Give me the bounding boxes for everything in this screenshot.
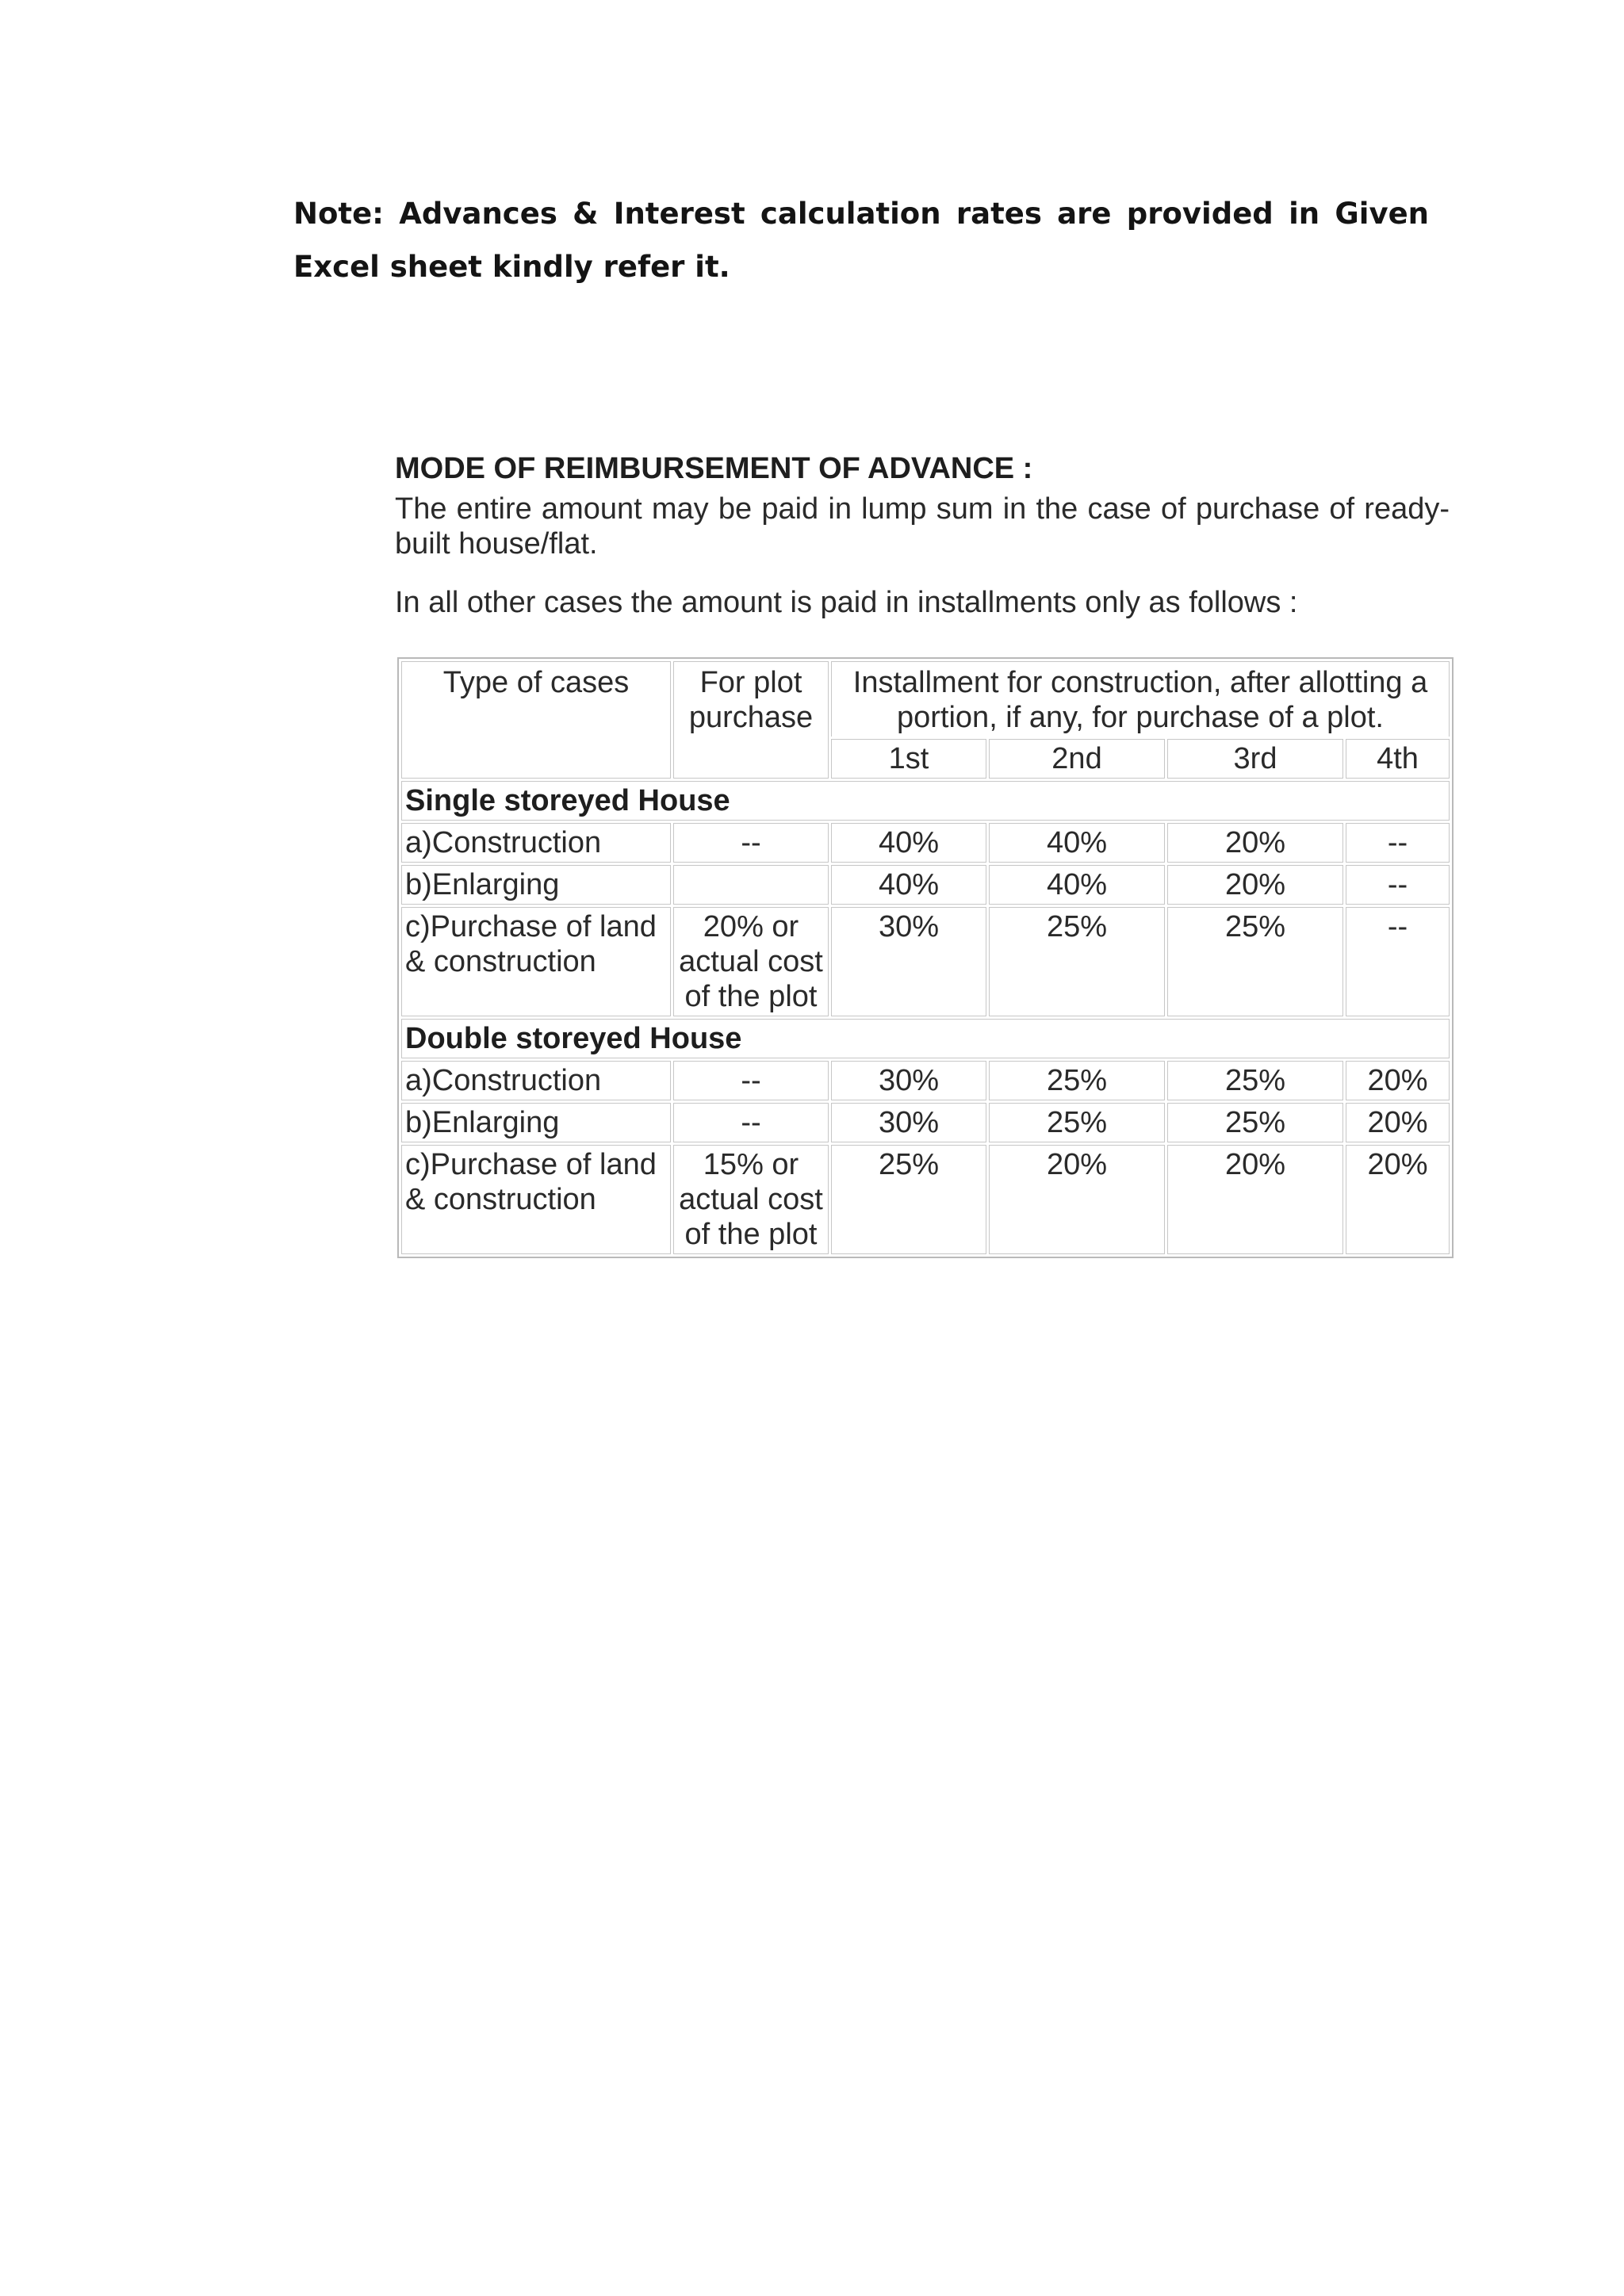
installment-cell: 25% xyxy=(1167,1103,1343,1142)
section-heading: MODE OF REIMBURSEMENT OF ADVANCE : xyxy=(395,452,1033,485)
plot-cell: -- xyxy=(673,1061,829,1100)
note-text: Note: Advances & Interest calculation rates are provided in Given Excel sheet kindly refer it. xyxy=(293,197,1429,284)
installment-cell: -- xyxy=(1346,865,1450,905)
installment-cell: 20% xyxy=(1346,1103,1450,1142)
table-row xyxy=(401,823,1450,863)
header-installment-4th: 4th xyxy=(1346,739,1450,779)
case-cell: c)Purchase of land & construction xyxy=(401,907,671,1016)
plot-cell: 15% or actual cost of the plot xyxy=(673,1145,829,1254)
reimbursement-section xyxy=(395,450,1450,620)
table-row xyxy=(401,1145,1450,1254)
installment-cell: 25% xyxy=(831,1145,986,1254)
header-installment-3rd: 3rd xyxy=(1167,739,1343,779)
installment-cell: 25% xyxy=(989,1103,1165,1142)
installment-cell: 25% xyxy=(1167,1061,1343,1100)
installment-cell: -- xyxy=(1346,823,1450,863)
installment-cell: 40% xyxy=(989,823,1165,863)
header-installment-1st: 1st xyxy=(831,739,986,779)
plot-cell: -- xyxy=(673,1103,829,1142)
case-cell: b)Enlarging xyxy=(401,865,671,905)
installment-cell: 20% xyxy=(1346,1061,1450,1100)
installment-cell: 20% xyxy=(1167,823,1343,863)
installment-cell: 25% xyxy=(989,1061,1165,1100)
plot-cell: 20% or actual cost of the plot xyxy=(673,907,829,1016)
lump-sum-paragraph: The entire amount may be paid in lump sum in the case of purchase of ready-built house/flat. xyxy=(395,492,1450,561)
installment-cell: 30% xyxy=(831,907,986,1016)
installment-cell: 20% xyxy=(1167,1145,1343,1254)
case-cell: a)Construction xyxy=(401,823,671,863)
group-row xyxy=(401,1019,1450,1058)
installments-paragraph: In all other cases the amount is paid in installments only as follows : xyxy=(395,586,1298,619)
installment-cell: 40% xyxy=(831,865,986,905)
installment-cell: 30% xyxy=(831,1103,986,1142)
installment-cell: 20% xyxy=(1346,1145,1450,1254)
installment-cell: -- xyxy=(1346,907,1450,1016)
installment-cell: 40% xyxy=(831,823,986,863)
table-row xyxy=(401,865,1450,905)
installment-cell: 30% xyxy=(831,1061,986,1100)
table-row xyxy=(401,907,1450,1016)
table-row xyxy=(401,1103,1450,1142)
table-header-row xyxy=(401,661,1450,737)
installment-cell: 20% xyxy=(989,1145,1165,1254)
installment-cell: 25% xyxy=(989,907,1165,1016)
table-row xyxy=(401,1061,1450,1100)
installment-cell: 20% xyxy=(1167,865,1343,905)
case-cell: c)Purchase of land & construction xyxy=(401,1145,671,1254)
installment-cell: 25% xyxy=(1167,907,1343,1016)
plot-cell: -- xyxy=(673,823,829,863)
installment-table xyxy=(397,657,1454,1258)
group-title-single: Single storeyed House xyxy=(401,781,1450,821)
header-installment-group: Installment for construction, after allotting a portion, if any, for purchase of a plot. xyxy=(831,661,1450,737)
case-cell: b)Enlarging xyxy=(401,1103,671,1142)
installment-cell: 40% xyxy=(989,865,1165,905)
group-title-double: Double storeyed House xyxy=(401,1019,1450,1058)
group-row xyxy=(401,781,1450,821)
plot-cell xyxy=(673,865,829,905)
header-installment-2nd: 2nd xyxy=(989,739,1165,779)
header-type-of-cases: Type of cases xyxy=(401,661,671,779)
header-for-plot-purchase: For plot purchase xyxy=(673,661,829,779)
case-cell: a)Construction xyxy=(401,1061,671,1100)
